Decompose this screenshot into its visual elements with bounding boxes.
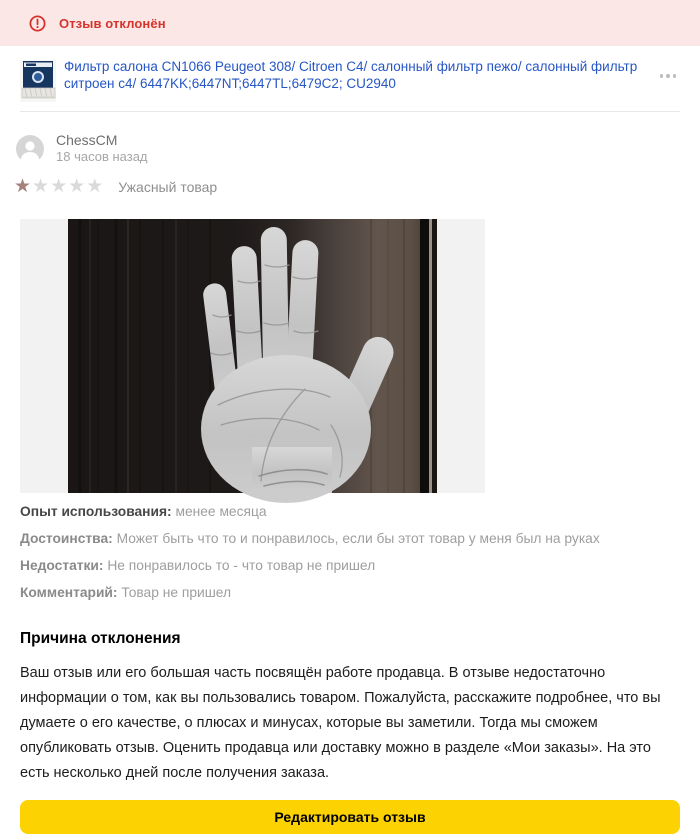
author-name: ChessCM — [56, 132, 118, 148]
field-label: Достоинства: — [20, 531, 113, 546]
product-thumbnail[interactable] — [20, 60, 56, 102]
star-empty-icon: ★ — [86, 176, 105, 197]
rejection-reason-section — [20, 630, 680, 786]
field-pros — [20, 530, 680, 547]
warning-circle-icon — [29, 15, 46, 32]
star-rating — [14, 178, 104, 195]
rating-label: Ужасный товар — [118, 178, 218, 195]
field-experience — [20, 503, 680, 520]
kebab-menu-icon[interactable] — [656, 70, 681, 82]
star-empty-icon: ★ — [32, 176, 51, 197]
field-label: Опыт использования: — [20, 504, 172, 519]
edit-review-button[interactable]: Редактировать отзыв — [20, 800, 680, 834]
field-value: Не понравилось то - что товар не пришел — [107, 558, 376, 573]
field-label: Комментарий: — [20, 585, 118, 600]
rejection-reason-text: Ваш отзыв или его большая часть посвящён работе продавца. В отзыве недостаточно информации о том, как вы пользовались товаром. Пожалуйста, расскажите подробнее, что вы думаете о его качестве, о плюсах и минусах, которые вы заметили. Тогда мы сможем опубликовать отзыв. Оценить продавца или доставку можно в разделе «Мои заказы». На это есть несколько дней после получения заказа. — [20, 665, 661, 781]
divider — [20, 111, 680, 112]
rejection-reason-title: Причина отклонения — [20, 630, 181, 647]
author-row — [20, 132, 680, 165]
rating-row — [14, 178, 680, 195]
review-fields — [20, 503, 680, 601]
product-title-link[interactable]: Фильтр салона CN1066 Peugeot 308/ Citroen C4/ салонный фильтр пежо/ салонный фильтр ситроен с4/ 6447KK;6447NT;6447TL;6479C2; CU2940 — [64, 59, 638, 91]
banner-text: Отзыв отклонён — [59, 15, 166, 31]
review-photo[interactable] — [20, 219, 485, 493]
star-empty-icon: ★ — [50, 176, 69, 197]
review-timestamp: 18 часов назад — [56, 149, 148, 164]
avatar — [16, 135, 44, 163]
star-filled-icon: ★ — [14, 176, 33, 197]
product-row — [20, 58, 680, 102]
field-cons — [20, 557, 680, 574]
field-comment — [20, 584, 680, 601]
field-label: Недостатки: — [20, 558, 104, 573]
field-value: Может быть что то и понравилось, если бы этот товар у меня был на руках — [116, 531, 600, 546]
star-empty-icon: ★ — [68, 176, 87, 197]
rejection-banner — [0, 0, 700, 46]
field-value: Товар не пришел — [121, 585, 232, 600]
field-value: менее месяца — [175, 504, 267, 519]
